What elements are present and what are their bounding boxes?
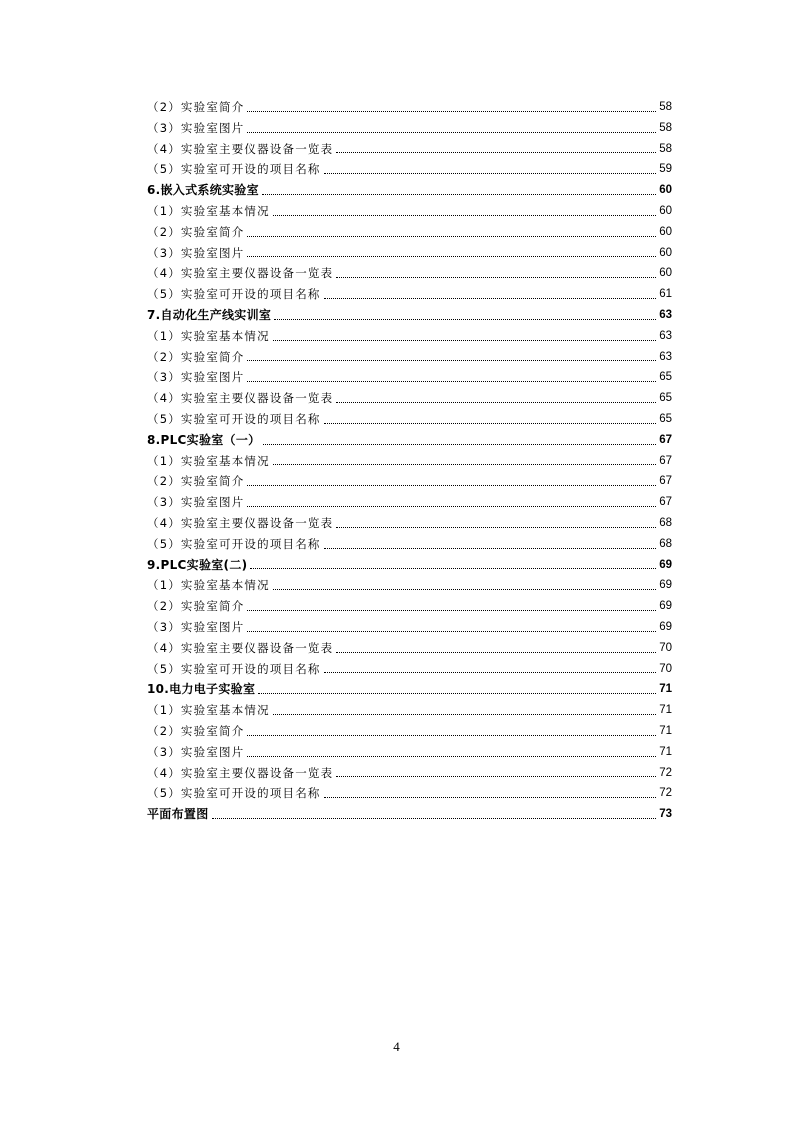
toc-entry-page-number: 70 <box>659 641 672 654</box>
toc-dot-leader <box>263 444 656 445</box>
toc-entry-page-number: 71 <box>659 745 672 758</box>
toc-entry-title: 6.嵌入式系统实验室 <box>147 183 259 198</box>
toc-entry-title: 9.PLC实验室(二) <box>147 557 248 572</box>
toc-section-entry[interactable] <box>147 804 672 825</box>
toc-dot-leader <box>324 423 657 424</box>
toc-entry-page-number: 61 <box>659 288 672 301</box>
toc-subsection-entry[interactable] <box>147 513 672 534</box>
toc-entry-title: （1）实验室基本情况 <box>147 328 270 343</box>
toc-entry-page-number: 71 <box>659 724 672 737</box>
toc-subsection-entry[interactable] <box>147 222 672 243</box>
toc-entry-page-number: 63 <box>659 350 672 363</box>
toc-entry-title: （5）实验室可开设的项目名称 <box>147 786 321 801</box>
toc-entry-title: （5）实验室可开设的项目名称 <box>147 162 321 177</box>
toc-subsection-entry[interactable] <box>147 721 672 742</box>
toc-entry-page-number: 65 <box>659 412 672 425</box>
toc-subsection-entry[interactable] <box>147 742 672 763</box>
toc-entry-page-number: 70 <box>659 662 672 675</box>
toc-subsection-entry[interactable] <box>147 367 672 388</box>
toc-section-entry[interactable] <box>147 679 672 700</box>
toc-entry-page-number: 59 <box>659 163 672 176</box>
toc-entry-page-number: 65 <box>659 371 672 384</box>
toc-subsection-entry[interactable] <box>147 284 672 305</box>
toc-entry-page-number: 69 <box>659 558 672 571</box>
toc-entry-page-number: 63 <box>659 329 672 342</box>
toc-entry-page-number: 69 <box>659 600 672 613</box>
toc-dot-leader <box>324 298 657 299</box>
toc-entry-title: （1）实验室基本情况 <box>147 203 270 218</box>
table-of-contents <box>147 97 672 825</box>
toc-subsection-entry[interactable] <box>147 638 672 659</box>
toc-subsection-entry[interactable] <box>147 118 672 139</box>
toc-dot-leader <box>247 381 656 382</box>
toc-dot-leader <box>247 236 656 237</box>
toc-entry-page-number: 60 <box>659 184 672 197</box>
toc-dot-leader <box>324 672 657 673</box>
toc-subsection-entry[interactable] <box>147 97 672 118</box>
toc-subsection-entry[interactable] <box>147 243 672 264</box>
toc-subsection-entry[interactable] <box>147 492 672 513</box>
toc-entry-title: （2）实验室简介 <box>147 599 245 614</box>
toc-entry-title: （3）实验室图片 <box>147 744 245 759</box>
toc-entry-title: （2）实验室简介 <box>147 100 245 114</box>
toc-entry-page-number: 68 <box>659 537 672 550</box>
toc-entry-title: 8.PLC实验室（一） <box>147 432 261 447</box>
toc-entry-title: （2）实验室简介 <box>147 224 245 239</box>
toc-dot-leader <box>262 194 656 195</box>
toc-entry-title: （1）实验室基本情况 <box>147 703 270 718</box>
toc-section-entry[interactable] <box>147 305 672 326</box>
toc-entry-title: （2）实验室简介 <box>147 723 245 738</box>
toc-entry-page-number: 58 <box>659 101 672 113</box>
toc-dot-leader <box>274 319 656 320</box>
toc-section-entry[interactable] <box>147 430 672 451</box>
toc-entry-title: （3）实验室图片 <box>147 245 245 260</box>
toc-dot-leader <box>273 340 656 341</box>
toc-dot-leader <box>250 568 656 569</box>
toc-entry-title: （4）实验室主要仪器设备一览表 <box>147 515 334 530</box>
toc-entry-page-number: 71 <box>659 704 672 717</box>
toc-entry-title: （5）实验室可开设的项目名称 <box>147 411 321 426</box>
toc-entry-page-number: 67 <box>659 433 672 446</box>
toc-entry-title: （4）实验室主要仪器设备一览表 <box>147 765 334 780</box>
toc-dot-leader <box>247 756 656 757</box>
toc-entry-page-number: 58 <box>659 142 672 155</box>
toc-dot-leader <box>247 132 656 133</box>
toc-entry-page-number: 60 <box>659 225 672 238</box>
toc-dot-leader <box>247 506 656 507</box>
toc-dot-leader <box>273 215 656 216</box>
toc-entry-title: （3）实验室图片 <box>147 370 245 385</box>
toc-subsection-entry[interactable] <box>147 347 672 368</box>
toc-subsection-entry[interactable] <box>147 596 672 617</box>
toc-subsection-entry[interactable] <box>147 617 672 638</box>
toc-entry-page-number: 68 <box>659 516 672 529</box>
toc-dot-leader <box>258 693 656 694</box>
toc-entry-title: （5）实验室可开设的项目名称 <box>147 287 321 302</box>
toc-entry-page-number: 60 <box>659 246 672 259</box>
toc-entry-page-number: 71 <box>659 683 672 696</box>
toc-entry-title: （3）实验室图片 <box>147 120 245 135</box>
toc-subsection-entry[interactable] <box>147 575 672 596</box>
toc-dot-leader <box>324 797 657 798</box>
toc-entry-page-number: 67 <box>659 454 672 467</box>
toc-subsection-entry[interactable] <box>147 388 672 409</box>
toc-subsection-entry[interactable] <box>147 783 672 804</box>
toc-subsection-entry[interactable] <box>147 326 672 347</box>
toc-dot-leader <box>247 256 656 257</box>
toc-entry-title: （5）实验室可开设的项目名称 <box>147 536 321 551</box>
toc-dot-leader <box>247 631 656 632</box>
toc-entry-page-number: 63 <box>659 308 672 321</box>
toc-entry-title: （2）实验室简介 <box>147 349 245 364</box>
toc-subsection-entry[interactable] <box>147 700 672 721</box>
toc-subsection-entry[interactable] <box>147 471 672 492</box>
toc-section-entry[interactable] <box>147 180 672 201</box>
toc-dot-leader <box>336 527 656 528</box>
toc-dot-leader <box>273 464 656 465</box>
toc-entry-title: （5）实验室可开设的项目名称 <box>147 661 321 676</box>
toc-entry-title: （2）实验室简介 <box>147 474 245 489</box>
toc-subsection-entry[interactable] <box>147 763 672 784</box>
toc-entry-page-number: 69 <box>659 579 672 592</box>
toc-subsection-entry[interactable] <box>147 451 672 472</box>
toc-entry-title: （3）实验室图片 <box>147 495 245 510</box>
toc-dot-leader <box>336 402 656 403</box>
toc-entry-page-number: 65 <box>659 392 672 405</box>
toc-subsection-entry[interactable] <box>147 139 672 160</box>
toc-subsection-entry[interactable] <box>147 659 672 680</box>
toc-dot-leader <box>247 360 656 361</box>
toc-dot-leader <box>247 610 656 611</box>
toc-dot-leader <box>273 714 656 715</box>
toc-entry-page-number: 67 <box>659 496 672 509</box>
page-number: 4 <box>393 1039 400 1054</box>
toc-entry-title: （4）实验室主要仪器设备一览表 <box>147 141 334 156</box>
toc-section-entry[interactable] <box>147 555 672 576</box>
toc-entry-page-number: 73 <box>659 808 672 821</box>
toc-dot-leader <box>324 173 657 174</box>
toc-entry-title: 10.电力电子实验室 <box>147 682 256 697</box>
toc-dot-leader <box>247 111 656 112</box>
toc-dot-leader <box>336 776 656 777</box>
toc-entry-page-number: 67 <box>659 475 672 488</box>
toc-entry-page-number: 72 <box>659 766 672 779</box>
toc-entry-page-number: 58 <box>659 121 672 134</box>
toc-subsection-entry[interactable] <box>147 534 672 555</box>
toc-entry-page-number: 60 <box>659 267 672 280</box>
toc-entry-title: （4）实验室主要仪器设备一览表 <box>147 391 334 406</box>
toc-subsection-entry[interactable] <box>147 159 672 180</box>
toc-dot-leader <box>324 548 657 549</box>
toc-dot-leader <box>336 652 656 653</box>
toc-entry-title: 7.自动化生产线实训室 <box>147 307 272 322</box>
toc-dot-leader <box>212 818 657 819</box>
toc-dot-leader <box>247 735 656 736</box>
toc-subsection-entry[interactable] <box>147 263 672 284</box>
toc-entry-page-number: 69 <box>659 620 672 633</box>
toc-subsection-entry[interactable] <box>147 201 672 222</box>
toc-dot-leader <box>336 152 656 153</box>
toc-subsection-entry[interactable] <box>147 409 672 430</box>
toc-entry-title: （4）实验室主要仪器设备一览表 <box>147 266 334 281</box>
toc-entry-title: （3）实验室图片 <box>147 619 245 634</box>
toc-entry-page-number: 72 <box>659 787 672 800</box>
toc-dot-leader <box>336 277 656 278</box>
toc-dot-leader <box>273 589 656 590</box>
toc-entry-title: （1）实验室基本情况 <box>147 578 270 593</box>
toc-entry-title: （4）实验室主要仪器设备一览表 <box>147 640 334 655</box>
toc-dot-leader <box>247 485 656 486</box>
toc-entry-title: （1）实验室基本情况 <box>147 453 270 468</box>
toc-entry-title: 平面布置图 <box>147 807 209 822</box>
toc-entry-page-number: 60 <box>659 204 672 217</box>
